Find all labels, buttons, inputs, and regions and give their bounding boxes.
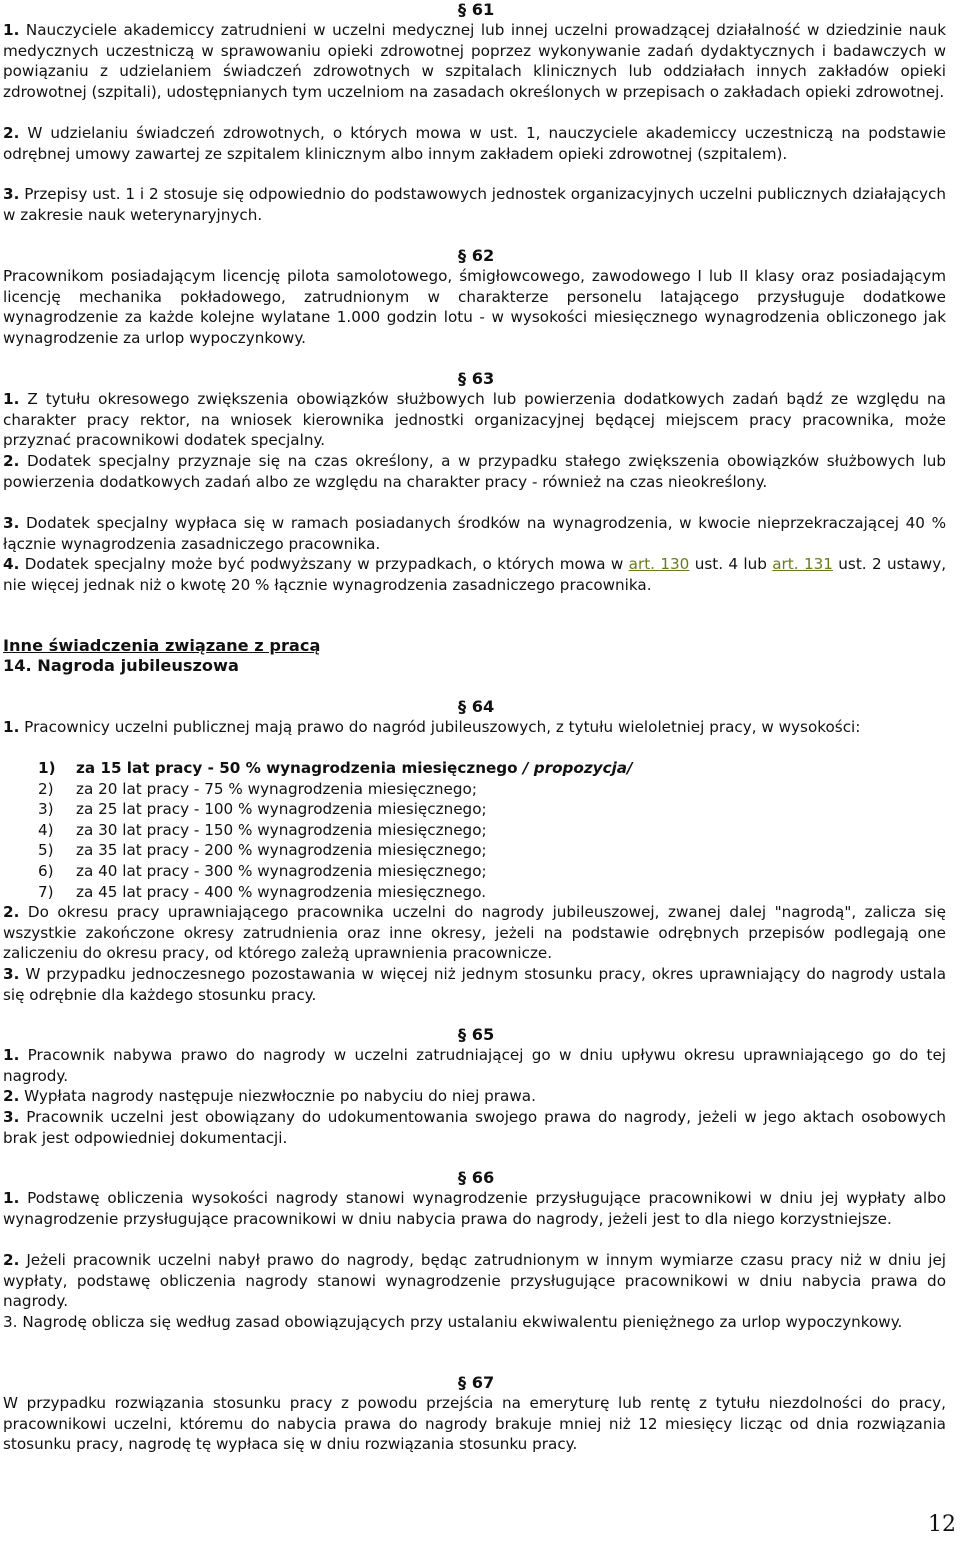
- list-item-number: 5): [38, 841, 54, 860]
- paragraph-text: Nauczyciele akademiccy zatrudnieni w uczelni medycznej lub innej uczelni prowadzącej działalność w dziedzinie nauk medycznych uczestniczą w sprawowaniu opieki zdrowotnej poprzez wykonywanie zadań dydaktycznych i badawczych w powiązaniu z udzielaniem świadczeń zdrowotnych w szpitalach klinicznych lub oddziałach innych zakładów opieki zdrowotnej (szpitali), udostępnianych tym uczelniom na zasadach określonych w przepisach o zakładach opieki zdrowotnej.: [3, 21, 947, 101]
- s67-paragraph-1: W przypadku rozwiązania stosunku pracy z powodu przejścia na emeryturę lub rentę z tytułu niezdolności do pracy, pracownikowi uczelni, któremu do nabycia prawa do nagrody brakuje mniej niż 12 miesięcy licząc od dnia rozwiązania stosunku pracy, nagrodę tę wypłaca się w dniu rozwiązania stosunku pracy.: [3, 1394, 946, 1454]
- award-list: [38, 758, 633, 902]
- list-item: [38, 799, 633, 820]
- paragraph-number: 2.: [3, 124, 20, 142]
- paragraph-text: Podstawę obliczenia wysokości nagrody stanowi wynagrodzenie przysługujące pracownikowi w dniu jej wypłaty albo wynagrodzenie przysługujące pracownikowi w dniu nabycia prawa do nagrody, jeżeli jest to dla niego korzystniejsze.: [3, 1189, 946, 1228]
- s62-paragraph-1: Pracownikom posiadającym licencję pilota samolotowego, śmigłowcowego, zawodowego I lub II klasy oraz posiadającym licencję mechanika pokładowego, zatrudnionym w charakterze personelu latającego przysługuje dodatkowe wynagrodzenie za każde kolejne wylatane 1.000 godzin lotu - w wysokości miesięcznego wynagrodzenia obliczonego jak wynagrodzenie za urlop wypoczynkowy.: [3, 267, 946, 347]
- paragraph-text: Jeżeli pracownik uczelni nabył prawo do nagrody, będąc zatrudnionym w innym wymiarze czasu pracy niż w dniu jej wypłaty, podstawę obliczenia nagrody stanowi wynagrodzenie przysługujące pracownikowi w dniu nabycia prawa do nagrody.: [3, 1251, 947, 1311]
- paragraph-number: 2.: [3, 1251, 20, 1269]
- list-item-text: za 20 lat pracy - 75 % wynagrodzenia miesięcznego;: [76, 779, 477, 798]
- paragraph-number: 1.: [3, 21, 20, 39]
- s63-paragraph-4: [3, 554, 946, 595]
- list-item-text: za 30 lat pracy - 150 % wynagrodzenia miesięcznego;: [76, 820, 487, 839]
- section-65-heading: § 65: [458, 1025, 495, 1044]
- paragraph-text: Dodatek specjalny może być podwyższany w przypadkach, o których mowa w: [24, 555, 624, 573]
- paragraph-number: 3.: [3, 514, 20, 532]
- s64-paragraph-2: [3, 902, 946, 964]
- section-title: Inne świadczenia związane z pracą: [3, 636, 321, 655]
- section-64-heading: § 64: [458, 697, 495, 716]
- paragraph-text: W przypadku jednoczesnego pozostawania w więcej niż jednym stosunku pracy, okres uprawniający do nagrody ustala się odrębnie dla każdego stosunku pracy.: [3, 965, 947, 1004]
- art-130-link[interactable]: art. 130: [628, 555, 690, 573]
- s64-paragraph-1: [3, 717, 946, 738]
- list-item: [38, 840, 633, 861]
- paragraph-text: Wypłata nagrody następuje niezwłocznie po nabyciu do niej prawa.: [24, 1087, 536, 1105]
- s66-paragraph-3: 3. Nagrodę oblicza się według zasad obowiązujących przy ustalaniu ekwiwalentu pieniężnego za urlop wypoczynkowy.: [3, 1313, 903, 1331]
- list-item-number: 1): [38, 759, 56, 777]
- paragraph-number: 2.: [3, 903, 20, 921]
- s61-paragraph-3: [3, 184, 946, 225]
- section-62-heading: § 62: [458, 246, 495, 265]
- paragraph-number: 3.: [3, 1108, 20, 1126]
- paragraph-number: 3.: [3, 185, 20, 203]
- list-item-text: za 40 lat pracy - 300 % wynagrodzenia miesięcznego;: [76, 861, 487, 880]
- list-item-text: za 45 lat pracy - 400 % wynagrodzenia miesięcznego.: [76, 882, 487, 901]
- paragraph-text: Pracownik uczelni jest obowiązany do udokumentowania swojego prawa do nagrody, jeżeli w jego aktach osobowych brak jest odpowiedniej dokumentacji.: [3, 1108, 947, 1147]
- list-item: [38, 882, 633, 903]
- list-item: [38, 820, 633, 841]
- s66-paragraph-1: [3, 1188, 946, 1229]
- section-67-heading: § 67: [458, 1373, 495, 1392]
- paragraph-text: Pracownicy uczelni publicznej mają prawo do nagród jubileuszowych, z tytułu wieloletniej pracy, w wysokości:: [24, 718, 861, 736]
- list-item-text: za 25 lat pracy - 100 % wynagrodzenia miesięcznego;: [76, 800, 487, 819]
- list-item-number: 2): [38, 779, 54, 798]
- paragraph-number: 1.: [3, 1046, 20, 1064]
- paragraph-number: 4.: [3, 555, 20, 573]
- s64-paragraph-3: [3, 964, 946, 1005]
- section-63-heading: § 63: [458, 369, 495, 388]
- list-item-note: / propozycja/: [522, 759, 633, 777]
- paragraph-number: 1.: [3, 718, 20, 736]
- paragraph-number: 2.: [3, 452, 20, 470]
- list-item-number: 7): [38, 882, 54, 901]
- list-item-number: 4): [38, 820, 54, 839]
- list-item-number: 3): [38, 800, 54, 819]
- s66-paragraph-2: [3, 1250, 946, 1312]
- paragraph-number: 2.: [3, 1087, 20, 1105]
- art-131-link[interactable]: art. 131: [772, 555, 833, 573]
- section-66-heading: § 66: [458, 1168, 495, 1187]
- list-item: [38, 758, 633, 779]
- s61-paragraph-1: [3, 20, 946, 102]
- paragraph-text: ust. 2 ustawy, nie więcej jednak niż o kwotę 20 % łącznie wynagrodzenia zasadniczego pracownika.: [3, 555, 947, 594]
- s65-paragraph-1: [3, 1045, 946, 1086]
- section-subtitle: 14. Nagroda jubileuszowa: [3, 656, 239, 675]
- paragraph-text: W udzielaniu świadczeń zdrowotnych, o których mowa w ust. 1, nauczyciele akademiccy uczestniczą na podstawie odrębnej umowy zawartej ze szpitalem klinicznym albo innym zakładem opieki zdrowotnej (szpitalem).: [3, 124, 947, 163]
- paragraph-text: ust. 4 lub: [694, 555, 767, 573]
- list-item-text: za 35 lat pracy - 200 % wynagrodzenia miesięcznego;: [76, 841, 487, 860]
- paragraph-text: Pracownik nabywa prawo do nagrody w uczelni zatrudniającej go w dniu upływu okresu uprawniającego go do tej nagrody.: [3, 1046, 947, 1085]
- page-number: 12: [928, 1512, 956, 1537]
- paragraph-text: Dodatek specjalny przyznaje się na czas określony, a w przypadku stałego zwiększenia obowiązków służbowych lub powierzenia dodatkowych zadań albo ze względu na charakter pracy - również na czas nieokreślony.: [3, 452, 946, 491]
- paragraph-number: 1.: [3, 1189, 20, 1207]
- paragraph-text: Dodatek specjalny wypłaca się w ramach posiadanych środków na wynagrodzenia, w kwocie nieprzekraczającej 40 % łącznie wynagrodzenia zasadniczego pracownika.: [3, 514, 946, 553]
- paragraph-text: Przepisy ust. 1 i 2 stosuje się odpowiednio do podstawowych jednostek organizacyjnych uczelni publicznych działających w zakresie nauk weterynaryjnych.: [3, 185, 947, 224]
- s63-paragraph-3: [3, 513, 946, 554]
- s65-paragraph-2: [3, 1086, 946, 1107]
- s63-paragraph-2: [3, 451, 946, 492]
- paragraph-number: 1.: [3, 390, 20, 408]
- s63-paragraph-1: [3, 389, 946, 451]
- paragraph-text: Do okresu pracy uprawniającego pracownika uczelni do nagrody jubileuszowej, zwanej dalej "nagrodą", zalicza się wszystkie zakończone okresy zatrudnienia oraz inne okresy, jeżeli na podstawie odrębnych przepisów podlegają one zaliczeniu do okresu pracy, od którego zależą uprawnienia pracownicze.: [3, 903, 946, 963]
- list-item: [38, 861, 633, 882]
- paragraph-number: 3.: [3, 965, 20, 983]
- section-61-heading: § 61: [458, 0, 495, 19]
- list-item: [38, 779, 633, 800]
- s65-paragraph-3: [3, 1107, 946, 1148]
- paragraph-text: Z tytułu okresowego zwiększenia obowiązków służbowych lub powierzenia dodatkowych zadań bądź ze względu na charakter pracy rektor, na wniosek kierownika jednostki organizacyjnej będącej miejscem pracy pracownika, może przyznać pracownikowi dodatek specjalny.: [3, 390, 946, 450]
- s61-paragraph-2: [3, 123, 946, 164]
- list-item-text: za 15 lat pracy - 50 % wynagrodzenia miesięcznego: [76, 759, 518, 777]
- list-item-number: 6): [38, 861, 54, 880]
